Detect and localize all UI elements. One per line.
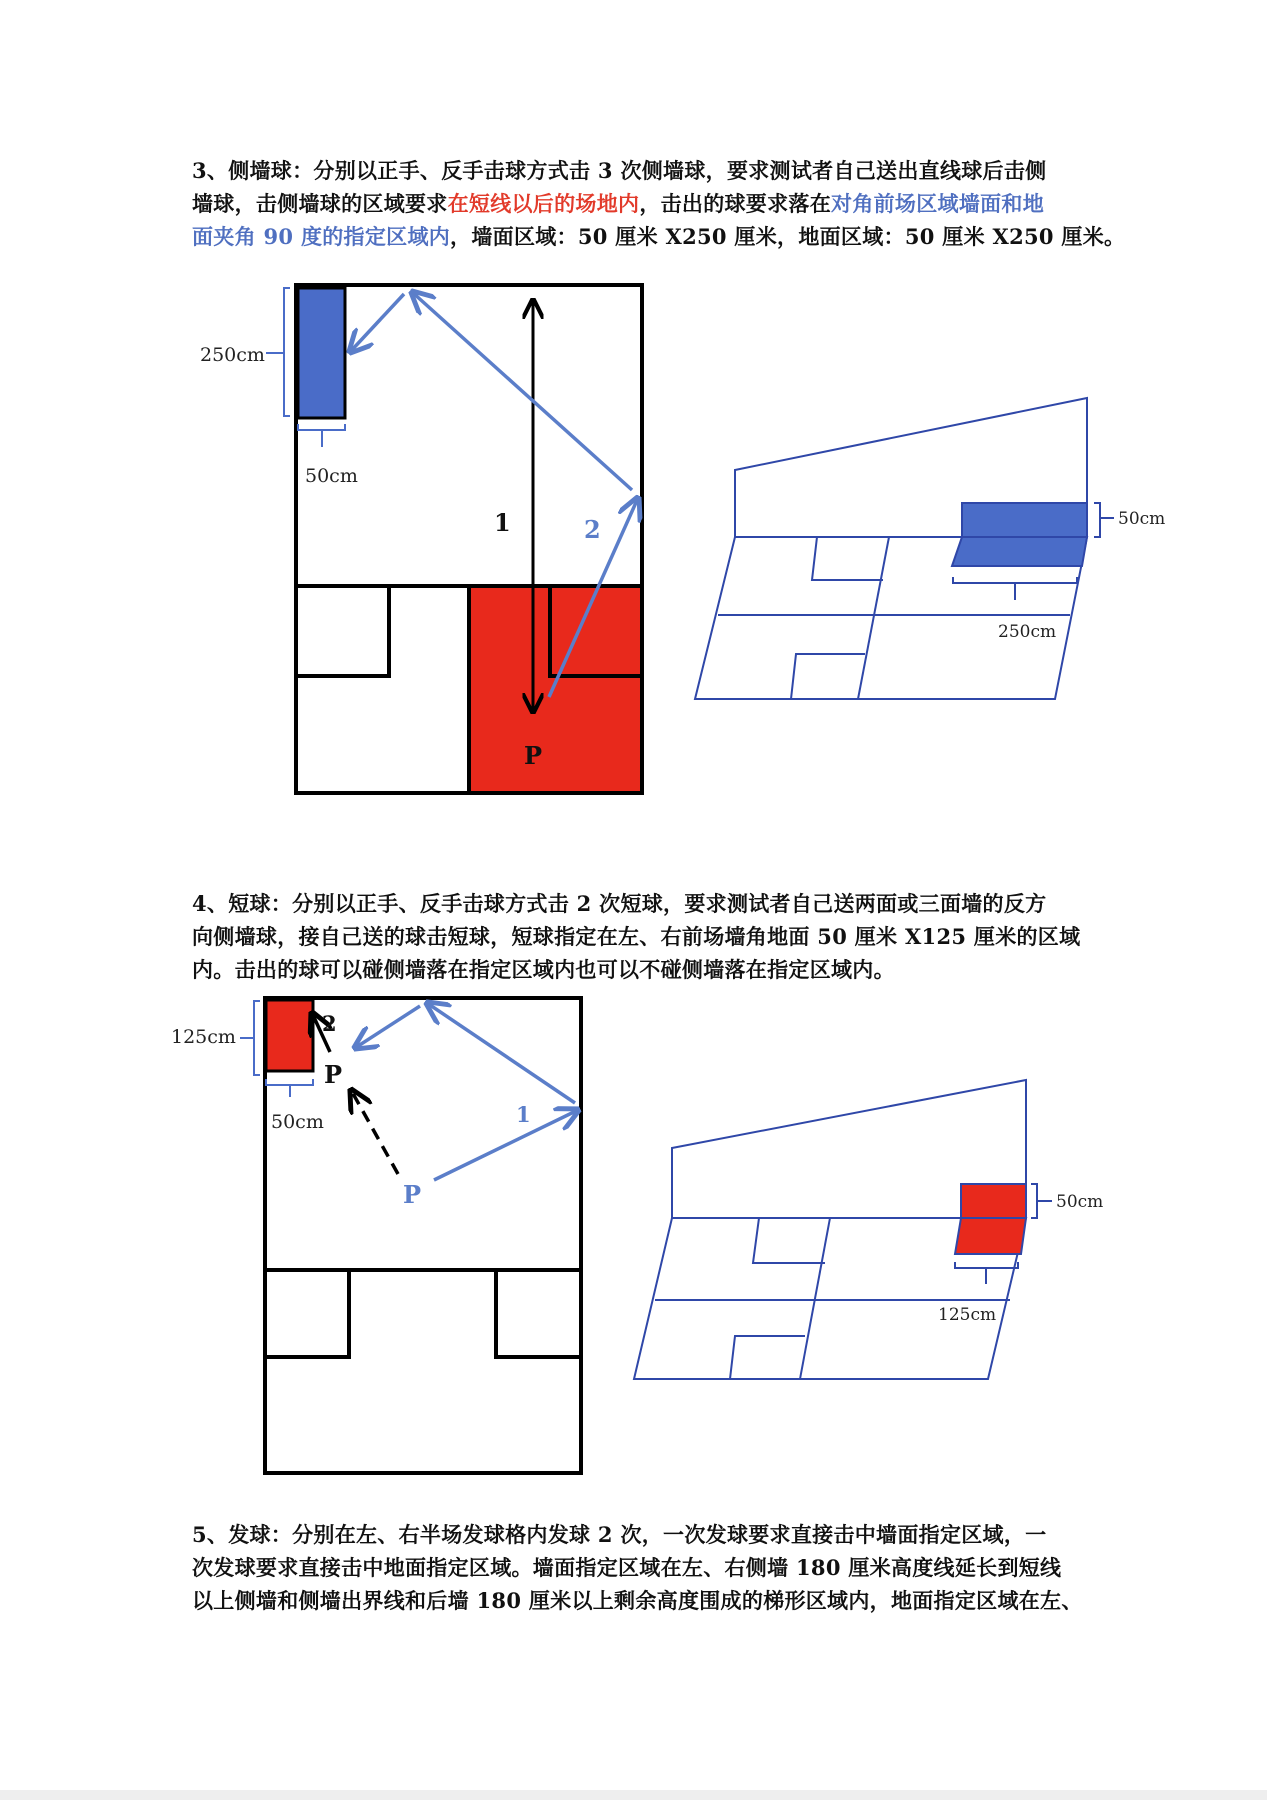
- red-short-zone: [266, 1000, 313, 1071]
- section-3-highlight-blue: 面夹角 90 度的指定区域内: [192, 224, 451, 249]
- path-1-arrow-a: [434, 1110, 578, 1180]
- service-box-left: [265, 1270, 349, 1357]
- label-50cm: 50cm: [271, 1111, 324, 1133]
- service-box-right: [496, 1270, 581, 1357]
- section-3-text-plain: ，墙面区域：50 厘米 X250 厘米，地面区域：50 厘米 X250 厘米。: [450, 224, 1126, 249]
- path-1-arrow-b: [427, 1003, 575, 1103]
- label-path-2: 2: [322, 1011, 337, 1036]
- label-player-black: P: [324, 1060, 343, 1089]
- section-3-highlight-red: 在短线以后的场地内: [447, 191, 640, 216]
- section-3-text-plain: 墙球，击侧墙球的区域要求: [192, 191, 448, 216]
- label-50cm: 50cm: [305, 465, 358, 487]
- iso-red-wall-zone: [961, 1184, 1026, 1218]
- page-bottom-edge: [0, 1790, 1267, 1800]
- section-4-line-3: 内。击出的球可以碰侧墙落在指定区域内也可以不碰侧墙落在指定区域内。: [192, 957, 895, 982]
- label-125cm: 125cm: [171, 1026, 236, 1048]
- section-3-text-plain: ，击出的球要求落在: [639, 191, 832, 216]
- iso-label-50cm: 50cm: [1056, 1192, 1104, 1212]
- section-5-text: [192, 1518, 1082, 1617]
- iso-label-50cm: 50cm: [1118, 509, 1166, 529]
- iso-label-250cm: 250cm: [998, 622, 1057, 642]
- section-5-line-2: 次发球要求直接击中地面指定区域。墙面指定区域在左、右侧墙 180 厘米高度线延长到短线: [192, 1555, 1062, 1580]
- section-3-line-1: 3、侧墙球：分别以正手、反手击球方式击 3 次侧墙球，要求测试者自己送出直线球后击侧: [192, 158, 1047, 183]
- iso-label-125cm: 125cm: [938, 1305, 997, 1325]
- section-5-line-1: 5、发球：分别在左、右半场发球格内发球 2 次，一次发球要求直接击中墙面指定区域，一: [192, 1522, 1047, 1547]
- path-1-arrow-c: [355, 1006, 420, 1048]
- iso-red-floor-zone: [955, 1218, 1026, 1254]
- dashed-player-move-arrow: [351, 1090, 398, 1174]
- section-5-line-3: 以上侧墙和侧墙出界线和后墙 180 厘米以上剩余高度围成的梯形区域内，地面指定区域在左、: [192, 1588, 1083, 1613]
- label-path-2: 2: [584, 515, 601, 544]
- section-4-line-2: 向侧墙球，接自己送的球击短球，短球指定在左、右前场墙角地面 50 厘米 X125 厘米的区域: [192, 924, 1081, 949]
- label-player-blue: P: [403, 1180, 422, 1209]
- section-3-highlight-blue: 对角前场区域墙面和地: [831, 191, 1045, 216]
- label-path-1: 1: [494, 508, 511, 537]
- section-4-line-1: 4、短球：分别以正手、反手击球方式击 2 次短球，要求测试者自己送两面或三面墙的反方: [192, 891, 1047, 916]
- label-path-1: 1: [516, 1102, 531, 1127]
- label-250cm: 250cm: [200, 344, 265, 366]
- label-player: P: [524, 741, 543, 770]
